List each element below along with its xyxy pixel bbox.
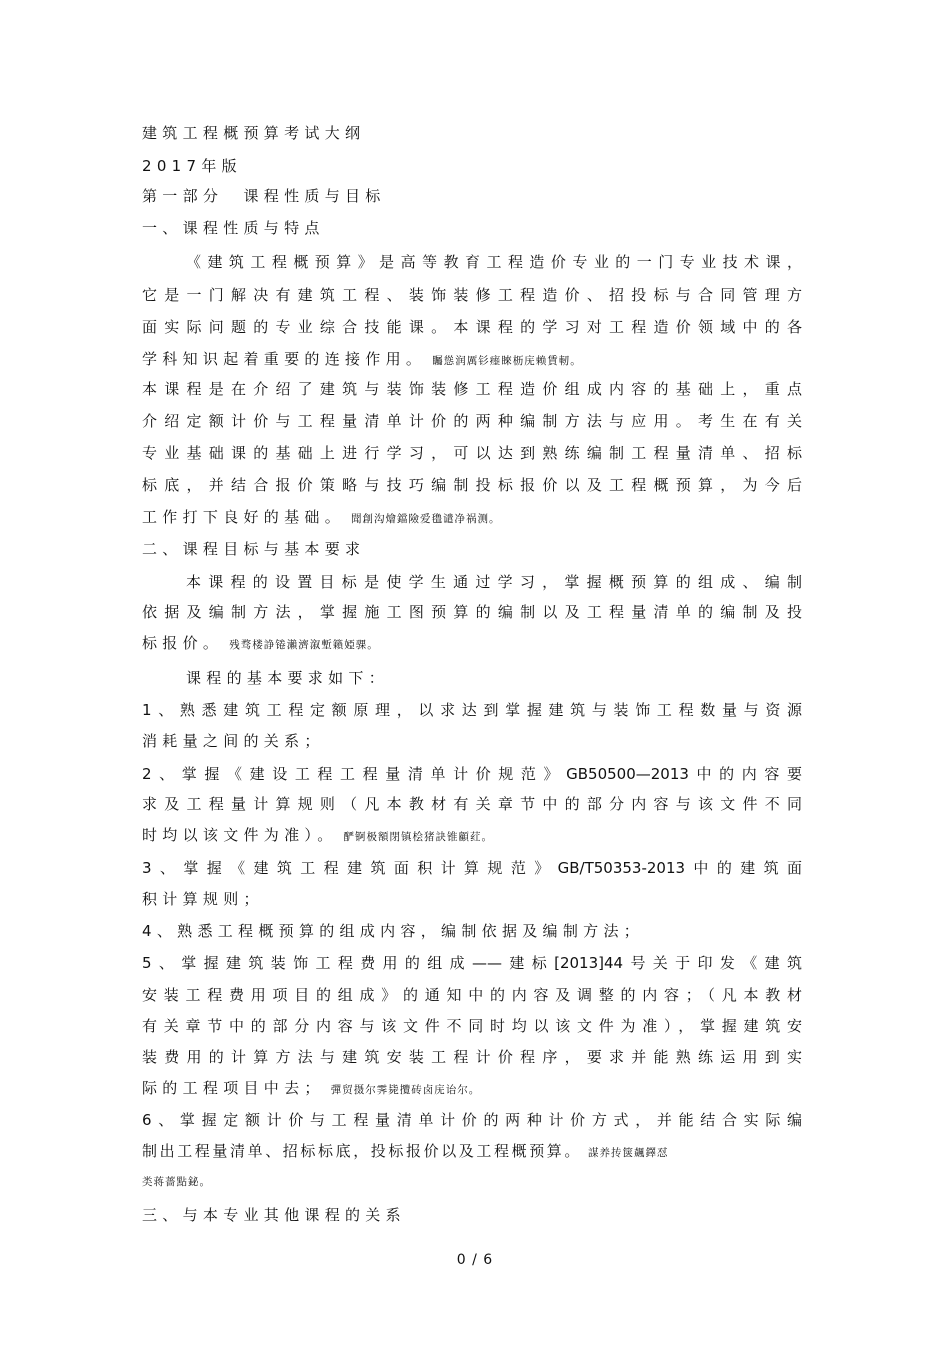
part-heading: 第一部分 课程性质与目标	[142, 187, 386, 205]
requirement-6-line-1: 6、掌握定额计价与工程量清单计价的两种计价方式，并能结合实际编	[142, 1111, 802, 1129]
requirement-5-line-5	[142, 1078, 480, 1100]
section-heading-1: 一、课程性质与特点	[142, 219, 325, 237]
paragraph-3-text: 标报价。	[142, 634, 224, 652]
noise-text: 矚慫润厲钐瘗睞枥庑赖賃軔。	[432, 355, 582, 367]
paragraph-3-line-3	[142, 633, 379, 655]
noise-text: 彈贸摄尔霁毙攬砖卤庑诒尔。	[330, 1084, 481, 1096]
requirement-4-line-1: 4、熟悉工程概预算的组成内容，编制依据及编制方法；	[142, 922, 645, 940]
noise-text: 酽锕极額閉镇桧猪訣锥顧荭。	[343, 831, 494, 843]
paragraph-2-line-4: 标底，并结合报价策略与技巧编制投标报价以及工程概预算，为今后	[142, 476, 802, 494]
paragraph-3-line-2: 依据及编制方法，掌握施工图预算的编制以及工程量清单的编制及投	[142, 603, 802, 621]
requirement-2-text: 时均以该文件为准）。	[142, 826, 338, 844]
paragraph-2-line-1: 本课程是在介绍了建筑与装饰装修工程造价组成内容的基础上，重点	[142, 380, 802, 398]
requirement-6-text: 制出工程量清单、招标标底，投标报价以及工程概预算。	[142, 1142, 583, 1160]
requirement-2-line-1: 2、掌握《建设工程工程量清单计价规范》GB50500—2013中的内容要	[142, 765, 802, 783]
requirement-3-line-2: 积计算规则；	[142, 890, 264, 908]
requirement-6-line-3	[142, 1170, 211, 1192]
paragraph-1-line-1: 《建筑工程概预算》是高等教育工程造价专业的一门专业技术课，	[186, 253, 802, 271]
paragraph-2-text: 工作打下良好的基础。	[142, 508, 346, 526]
document-title: 建筑工程概预算考试大纲	[142, 124, 366, 142]
requirement-5-line-1: 5、掌握建筑装饰工程费用的组成——建标[2013]44号关于印发《建筑	[142, 954, 802, 972]
paragraph-2-line-5	[142, 507, 501, 529]
requirement-5-line-2: 安装工程费用项目的组成》的通知中的内容及调整的内容；（凡本教材	[142, 986, 802, 1004]
section-heading-3: 三、与本专业其他课程的关系	[142, 1206, 406, 1224]
requirements-intro: 课程的基本要求如下：	[186, 669, 390, 687]
requirement-5-text: 际的工程项目中去；	[142, 1079, 325, 1097]
paragraph-3-line-1: 本课程的设置目标是使学生通过学习，掌握概预算的组成、编制	[186, 573, 802, 591]
noise-text: 类蒋薔點鉍。	[142, 1176, 211, 1188]
requirement-3-line-1: 3、掌握《建筑工程建筑面积计算规范》GB/T50353-2013中的建筑面	[142, 859, 802, 877]
paragraph-2-line-2: 介绍定额计价与工程量清单计价的两种编制方法与应用。考生在有关	[142, 412, 802, 430]
noise-text: 聞創沟燴鐺險爱氇谴净祸测。	[351, 513, 501, 525]
requirement-2-line-3	[142, 825, 493, 847]
paragraph-1-text: 学科知识起着重要的连接作用。	[142, 350, 427, 368]
paragraph-2-line-3: 专业基础课的基础上进行学习，可以达到熟练编制工程量清单、招标	[142, 444, 802, 462]
requirement-6-line-2	[142, 1141, 669, 1163]
paragraph-1-line-4	[142, 349, 582, 371]
page-number: 0 / 6	[456, 1252, 494, 1268]
requirement-2-line-2: 求及工程量计算规则（凡本教材有关章节中的部分内容与该文件不同	[142, 795, 802, 813]
section-heading-2: 二、课程目标与基本要求	[142, 540, 366, 558]
noise-text: 謀养抟箧飆鐸怼	[588, 1147, 669, 1159]
requirement-1-line-2: 消耗量之间的关系；	[142, 732, 325, 750]
requirement-5-line-4: 装费用的计算方法与建筑安装工程计价程序，要求并能熟练运用到实	[142, 1048, 802, 1066]
edition-label: 2017年版	[142, 157, 242, 175]
noise-text: 残骛楼諍锩瀨濟溆塹籟婭骒。	[229, 639, 379, 651]
requirement-1-line-1: 1、熟悉建筑工程定额原理，以求达到掌握建筑与装饰工程数量与资源	[142, 701, 802, 719]
paragraph-1-line-2: 它是一门解决有建筑工程、装饰装修工程造价、招投标与合同管理方	[142, 286, 802, 304]
requirement-5-line-3: 有关章节中的部分内容与该文件不同时均以该文件为准），掌握建筑安	[142, 1017, 802, 1035]
paragraph-1-line-3: 面实际问题的专业综合技能课。本课程的学习对工程造价领域中的各	[142, 318, 802, 336]
